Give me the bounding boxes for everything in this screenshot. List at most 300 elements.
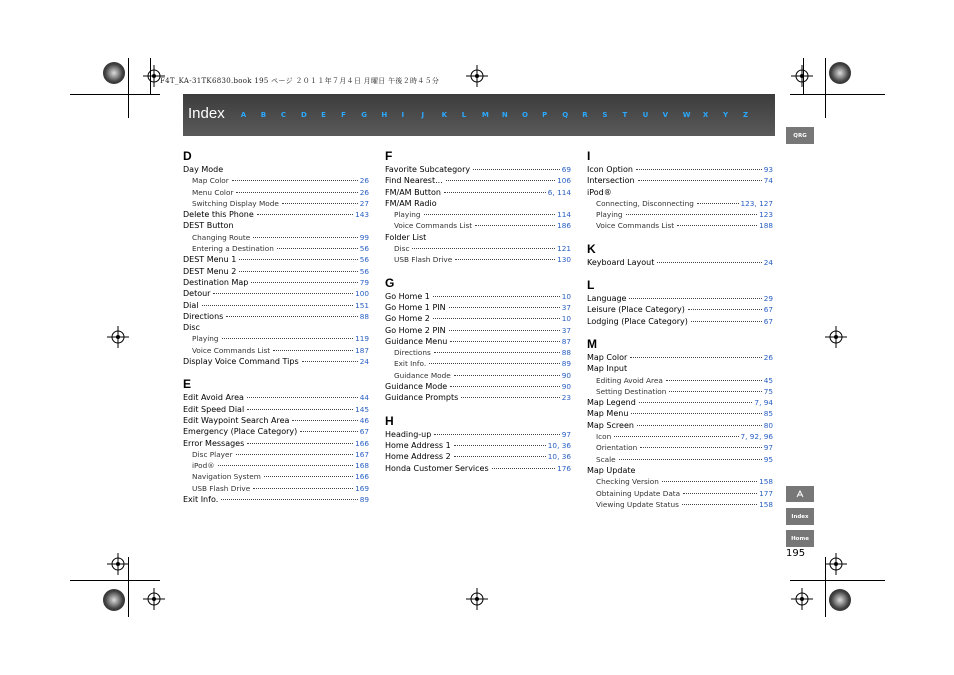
dot-leader <box>454 375 560 376</box>
dot-leader <box>232 180 358 181</box>
index-subentry <box>587 198 773 209</box>
entry-label: Emergency (Place Category) <box>183 427 298 437</box>
section-letter-heading: L <box>587 278 595 293</box>
entry-label: Disc Player <box>192 449 233 459</box>
letter-link-w[interactable]: W <box>682 111 691 119</box>
index-entry <box>385 187 571 198</box>
page-link[interactable]: 89 <box>359 495 369 505</box>
qrg-tab[interactable]: QRG <box>786 127 814 144</box>
page-link[interactable]: 176 <box>557 463 571 473</box>
index-entry <box>183 322 369 333</box>
dot-leader <box>434 434 559 435</box>
entry-label: Leisure (Place Category) <box>587 305 685 315</box>
entry-label: Go Home 2 <box>385 314 430 324</box>
dot-leader <box>691 321 762 322</box>
page-link[interactable]: 93 <box>763 165 773 174</box>
registration-crosshair <box>107 553 129 575</box>
page-link[interactable]: 79 <box>359 277 369 287</box>
index-subentry <box>587 375 773 386</box>
section-gap <box>587 232 773 241</box>
entry-label: Destination Map <box>183 277 249 287</box>
entry-label: USB Flash Drive <box>394 255 453 265</box>
index-subentry <box>183 483 369 494</box>
index-entry <box>385 291 571 302</box>
entry-label: Exit Info. <box>394 359 427 369</box>
index-tab[interactable]: Index <box>786 508 814 525</box>
dot-leader <box>433 296 560 297</box>
page-link[interactable]: 74 <box>763 176 773 186</box>
entry-label: Scale <box>596 454 616 464</box>
index-entry <box>587 420 773 431</box>
entry-label: Delete this Phone <box>183 210 254 220</box>
letter-link-m[interactable]: M <box>481 111 489 119</box>
page-link[interactable]: 87 <box>561 336 571 346</box>
letter-link-i[interactable]: I <box>401 111 405 119</box>
section-letter-heading: E <box>183 377 192 392</box>
dot-leader <box>434 352 560 353</box>
section-gap <box>183 367 369 376</box>
dot-leader <box>682 504 757 505</box>
dot-leader <box>444 192 546 193</box>
registration-dot <box>829 589 851 611</box>
section-gap <box>587 327 773 336</box>
entry-label: Map Menu <box>587 409 629 419</box>
registration-crosshair <box>466 588 488 610</box>
dot-leader <box>626 214 758 215</box>
dot-leader <box>412 248 555 249</box>
letter-link-u[interactable]: U <box>642 111 649 119</box>
dot-leader <box>247 397 358 398</box>
page-link[interactable]: 75 <box>763 386 773 396</box>
registration-crosshair <box>143 588 165 610</box>
dot-leader <box>221 499 357 500</box>
letter-link-h[interactable]: H <box>381 111 388 119</box>
index-subentry <box>587 442 773 453</box>
entry-label: Guidance Mode <box>394 370 451 380</box>
letter-link-t[interactable]: T <box>622 111 628 119</box>
dot-leader <box>251 282 357 283</box>
index-entry <box>183 404 369 415</box>
dot-leader <box>247 409 353 410</box>
letter-link-q[interactable]: Q <box>562 111 569 119</box>
page-link[interactable]: 167 <box>355 449 369 459</box>
page-link[interactable]: 80 <box>763 420 773 430</box>
index-subentry <box>385 254 571 265</box>
page-link[interactable]: 10, 36 <box>547 452 571 462</box>
index-entry <box>183 438 369 449</box>
letter-link-y[interactable]: Y <box>722 111 729 119</box>
entry-label: Editing Avoid Area <box>596 375 663 385</box>
page-link[interactable]: 169 <box>355 483 369 493</box>
index-title-bar <box>183 94 775 136</box>
index-subentry <box>587 209 773 220</box>
page-link[interactable]: 121 <box>557 244 571 254</box>
entry-label: Disc <box>394 244 410 254</box>
dot-leader <box>629 298 761 299</box>
index-entry <box>587 316 773 327</box>
index-subentry <box>385 243 571 254</box>
page-link[interactable]: 114 <box>557 210 571 220</box>
page-link[interactable]: 7, 94 <box>754 398 773 408</box>
page-link[interactable]: 188 <box>759 221 773 231</box>
entry-label: Heading-up <box>385 429 432 439</box>
alphabet-nav <box>241 111 763 119</box>
dot-leader <box>666 380 762 381</box>
crop-mark <box>128 58 129 118</box>
entry-label: DEST Button <box>183 221 234 231</box>
index-entry <box>587 304 773 315</box>
section-letter-heading: F <box>385 149 393 163</box>
entry-label: Voice Commands List <box>394 221 473 231</box>
entry-label: Dial <box>183 300 199 310</box>
entry-label: Obtaining Update Data <box>596 488 681 498</box>
page-link[interactable]: 24 <box>359 357 369 367</box>
dot-leader <box>429 363 560 364</box>
dot-leader <box>226 316 357 317</box>
letter-link-o[interactable]: O <box>522 111 528 119</box>
dot-leader <box>454 456 546 457</box>
entry-label: iPod® <box>587 187 612 197</box>
entry-label: Folder List <box>385 232 427 242</box>
dot-leader <box>450 386 560 387</box>
letter-link-g[interactable]: G <box>361 111 368 119</box>
index-entry <box>183 277 369 288</box>
index-entry <box>385 451 571 462</box>
dot-leader <box>253 488 353 489</box>
entry-label: Voice Commands List <box>596 221 675 231</box>
page-link[interactable]: 100 <box>355 289 369 299</box>
dot-leader <box>236 454 354 455</box>
entry-label: Map Input <box>587 364 628 374</box>
letter-link-v[interactable]: V <box>662 111 669 119</box>
letter-link-n[interactable]: N <box>501 111 508 119</box>
index-entry <box>183 220 369 231</box>
dot-leader <box>640 447 762 448</box>
dot-leader <box>239 259 357 260</box>
index-subentry <box>183 243 369 254</box>
dot-leader <box>449 330 560 331</box>
dot-leader <box>614 436 738 437</box>
entry-label: FM/AM Radio <box>385 198 437 208</box>
entry-label: Navigation System <box>192 472 261 482</box>
page-link[interactable]: 89 <box>561 359 571 369</box>
entry-label: Favorite Subcategory <box>385 165 471 174</box>
index-subentry <box>587 476 773 487</box>
entry-label: Edit Waypoint Search Area <box>183 415 290 425</box>
letter-link-e[interactable]: E <box>321 111 326 119</box>
page-link[interactable]: 187 <box>355 345 369 355</box>
dot-leader <box>236 192 357 193</box>
index-entry <box>385 336 571 347</box>
page-link[interactable]: 45 <box>763 375 773 385</box>
page-link[interactable]: 130 <box>557 255 571 265</box>
page-link[interactable]: 85 <box>763 409 773 419</box>
page-link[interactable]: 97 <box>561 429 571 439</box>
dot-leader <box>433 318 560 319</box>
entry-label: Guidance Mode <box>385 382 448 392</box>
index-subentry <box>587 488 773 499</box>
page-link[interactable]: 123, 127 <box>740 198 773 208</box>
letter-link-k[interactable]: K <box>441 111 448 119</box>
page-link[interactable]: 10 <box>561 314 571 324</box>
page-link[interactable]: 56 <box>359 266 369 276</box>
page-link[interactable]: 26 <box>359 176 369 186</box>
index-subentry <box>183 175 369 186</box>
page-link[interactable]: 29 <box>763 294 773 304</box>
page-link[interactable]: 158 <box>759 499 773 509</box>
page-link[interactable]: 119 <box>355 334 369 344</box>
dot-leader <box>683 493 757 494</box>
page-link[interactable]: 23 <box>561 393 571 403</box>
section-letter-heading: G <box>385 275 395 290</box>
index-entry <box>183 288 369 299</box>
registration-dot <box>829 62 851 84</box>
index-entry <box>587 164 773 175</box>
page-link[interactable]: 166 <box>355 438 369 448</box>
page-link[interactable]: 168 <box>355 461 369 471</box>
dot-leader <box>257 214 353 215</box>
page-link[interactable]: 6, 114 <box>547 187 571 197</box>
index-column-2 <box>385 148 571 474</box>
entry-label: Find Nearest... <box>385 176 443 186</box>
index-entry <box>587 363 773 374</box>
page-link[interactable]: 56 <box>359 244 369 254</box>
entry-label: Disc <box>183 323 200 333</box>
dot-leader <box>657 262 761 263</box>
entry-label: Guidance Menu <box>385 336 448 346</box>
index-entry <box>385 440 571 451</box>
page-link[interactable]: 106 <box>557 176 571 186</box>
entry-label: Error Messages <box>183 438 245 448</box>
letter-link-x[interactable]: X <box>702 111 709 119</box>
letter-link-p[interactable]: P <box>542 111 548 119</box>
section-letter-heading: K <box>587 241 596 256</box>
dot-leader <box>449 307 560 308</box>
entry-label: Changing Route <box>192 232 251 242</box>
entry-label: Map Color <box>192 176 229 186</box>
index-subentry <box>385 347 571 358</box>
dot-leader <box>636 169 762 170</box>
entry-label: Map Color <box>587 352 628 362</box>
index-subentry <box>385 209 571 220</box>
registration-crosshair <box>466 65 488 87</box>
letter-link-z[interactable]: Z <box>743 111 749 119</box>
entry-label: Orientation <box>596 443 638 453</box>
page-link[interactable]: 151 <box>355 300 369 310</box>
section-gap <box>385 404 571 413</box>
dot-leader <box>638 180 762 181</box>
letter-link-c[interactable]: C <box>280 111 287 119</box>
dot-leader <box>669 391 761 392</box>
entry-label: Go Home 1 <box>385 291 430 301</box>
page-link[interactable]: 99 <box>359 232 369 242</box>
dot-leader <box>218 465 354 466</box>
index-entry <box>183 209 369 220</box>
letter-link-b[interactable]: B <box>260 111 267 119</box>
index-entry <box>385 313 571 324</box>
entry-label: Entering a Destination <box>192 244 274 254</box>
page-link[interactable]: 37 <box>561 302 571 312</box>
entry-label: Map Update <box>587 465 636 475</box>
page-title: Index <box>188 105 225 122</box>
dot-leader <box>688 309 762 310</box>
page-link[interactable]: 123 <box>759 210 773 220</box>
index-entry <box>587 352 773 363</box>
page-link[interactable]: 67 <box>359 427 369 437</box>
dot-leader <box>473 169 560 170</box>
page-link[interactable]: 44 <box>359 393 369 403</box>
entry-label: Go Home 1 PIN <box>385 302 446 312</box>
registration-crosshair <box>825 326 847 348</box>
registration-dot <box>103 62 125 84</box>
entry-label: DEST Menu 1 <box>183 255 237 265</box>
registration-crosshair <box>791 65 813 87</box>
dot-leader <box>619 459 762 460</box>
page-link[interactable]: 69 <box>561 165 571 174</box>
page-link[interactable]: 10 <box>561 291 571 301</box>
page-link[interactable]: 90 <box>561 382 571 392</box>
index-entry <box>183 426 369 437</box>
page-link[interactable]: 10, 36 <box>547 440 571 450</box>
crop-mark <box>790 94 885 95</box>
section-letter-heading: I <box>587 149 591 163</box>
index-entry <box>385 463 571 474</box>
dot-leader <box>637 425 762 426</box>
index-subentry <box>183 198 369 209</box>
letter-link-d[interactable]: D <box>300 111 307 119</box>
entry-label: Keyboard Layout <box>587 257 655 267</box>
print-header-line: F4T_KA-31TK6830.book 195 ページ ２０１１年７月４日 月曜日 午後２時４５分 <box>160 77 440 85</box>
page-link[interactable]: 56 <box>359 255 369 265</box>
entry-label: Voice Commands List <box>192 345 271 355</box>
index-subentry <box>183 471 369 482</box>
index-entry <box>385 325 571 336</box>
index-entry <box>385 429 571 440</box>
index-entry <box>587 293 773 304</box>
dot-leader <box>277 248 358 249</box>
dot-leader <box>202 305 354 306</box>
dot-leader <box>446 180 555 181</box>
letter-link-l[interactable]: L <box>461 111 467 119</box>
index-entry <box>385 164 571 175</box>
page-link[interactable]: 177 <box>759 488 773 498</box>
section-letter-heading: H <box>385 413 394 428</box>
home-tab[interactable]: Home <box>786 530 814 547</box>
page-link[interactable]: 88 <box>359 311 369 321</box>
index-icon <box>795 489 805 499</box>
index-column-3 <box>587 148 773 510</box>
page-link[interactable]: 67 <box>763 316 773 326</box>
dot-leader <box>630 357 761 358</box>
index-entry <box>183 300 369 311</box>
page-link[interactable]: 88 <box>561 348 571 358</box>
page-link[interactable]: 97 <box>763 443 773 453</box>
entry-label: Viewing Update Status <box>596 499 679 509</box>
page-link[interactable]: 166 <box>355 472 369 482</box>
index-entry <box>587 187 773 198</box>
index-subentry <box>183 449 369 460</box>
dot-leader <box>253 237 357 238</box>
dot-leader <box>292 420 357 421</box>
page-link[interactable]: 145 <box>355 404 369 414</box>
letter-link-j[interactable]: J <box>421 111 425 119</box>
section-letter-heading: D <box>183 149 192 163</box>
page-link[interactable]: 7, 92, 96 <box>740 432 773 442</box>
entry-label: DEST Menu 2 <box>183 266 237 276</box>
index-subentry <box>183 187 369 198</box>
entry-label: Home Address 2 <box>385 452 451 462</box>
dot-leader <box>677 225 757 226</box>
page-link[interactable]: 67 <box>763 305 773 315</box>
index-entry <box>587 175 773 186</box>
registration-crosshair <box>825 553 847 575</box>
letter-link-f[interactable]: F <box>341 111 346 119</box>
entry-label: Playing <box>596 210 623 220</box>
entry-label: Day Mode <box>183 165 224 174</box>
dot-leader <box>300 431 357 432</box>
dot-leader <box>662 481 757 482</box>
index-entry <box>587 397 773 408</box>
dot-leader <box>631 413 761 414</box>
entry-label: Detour <box>183 289 211 299</box>
page-link[interactable]: 158 <box>759 477 773 487</box>
page-link[interactable]: 90 <box>561 370 571 380</box>
dot-leader <box>264 476 353 477</box>
index-subentry <box>183 333 369 344</box>
index-subentry <box>385 220 571 231</box>
dot-leader <box>639 402 753 403</box>
index-entry <box>587 257 773 268</box>
page-link[interactable]: 24 <box>763 257 773 267</box>
letter-link-r[interactable]: R <box>582 111 588 119</box>
index-subentry <box>183 345 369 356</box>
page-link[interactable]: 143 <box>355 210 369 220</box>
entry-label: Intersection <box>587 176 635 186</box>
dot-leader <box>475 225 555 226</box>
index-entry <box>385 198 571 209</box>
page-link[interactable]: 27 <box>359 198 369 208</box>
dot-leader <box>697 203 739 204</box>
page-link[interactable]: 95 <box>763 454 773 464</box>
entry-label: Edit Speed Dial <box>183 404 245 414</box>
entry-label: Home Address 1 <box>385 440 451 450</box>
dot-leader <box>455 259 555 260</box>
letter-link-a[interactable]: A <box>240 111 247 119</box>
page-link[interactable]: 37 <box>561 325 571 335</box>
letter-link-s[interactable]: S <box>602 111 608 119</box>
index-entry <box>183 415 369 426</box>
section-letter-heading: M <box>587 336 597 351</box>
page-link[interactable]: 26 <box>763 352 773 362</box>
index-subentry <box>587 220 773 231</box>
index-column-1 <box>183 148 369 505</box>
crop-mark <box>790 580 885 581</box>
dot-leader <box>454 445 546 446</box>
entry-label: Switching Display Mode <box>192 198 279 208</box>
page-link[interactable]: 46 <box>359 415 369 425</box>
dot-leader <box>282 203 358 204</box>
index-subentry <box>385 358 571 369</box>
entry-label: Playing <box>192 334 219 344</box>
entry-label: Guidance Prompts <box>385 393 459 403</box>
registration-dot <box>103 589 125 611</box>
entry-label: Honda Customer Services <box>385 463 489 473</box>
index-home-icon-tab[interactable] <box>786 486 814 502</box>
entry-label: Directions <box>183 311 224 321</box>
page-link[interactable]: 186 <box>557 221 571 231</box>
page-link[interactable]: 26 <box>359 187 369 197</box>
registration-crosshair <box>791 588 813 610</box>
